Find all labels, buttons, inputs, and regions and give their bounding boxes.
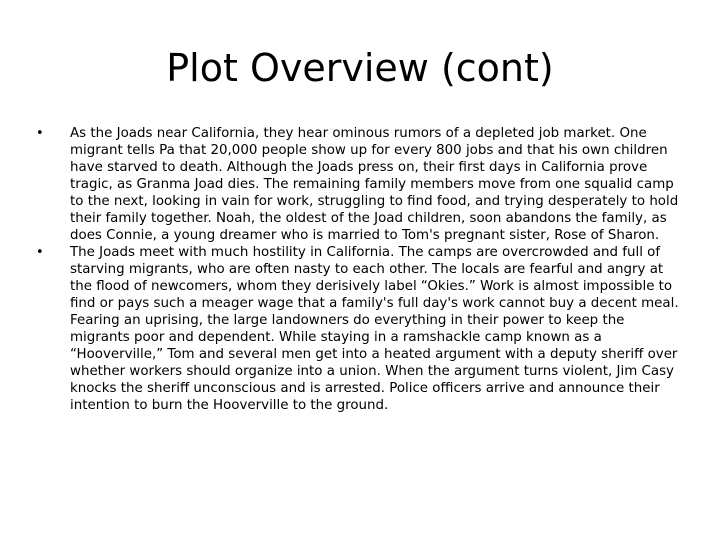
bullet-item bbox=[36, 244, 686, 414]
bullet-item bbox=[36, 125, 686, 244]
bullet-icon: • bbox=[36, 245, 44, 260]
bullet-icon: • bbox=[36, 126, 44, 141]
bullet-text: As the Joads near California, they hear ominous rumors of a depleted job market. One migrant tells Pa that 20,000 people show up for every 800 jobs and that his own children have starved to death. Although the Joads press on, their first days in California prove tragic, as Granma Joad dies. The remaining family members move from one squalid camp to the next, looking in vain for work, struggling to find food, and trying desperately to hold their family together. Noah, the oldest of the Joad children, soon abandons the family, as does Connie, a young dreamer who is married to Tom's pregnant sister, Rose of Sharon. bbox=[70, 126, 679, 243]
bullet-list bbox=[36, 125, 686, 414]
bullet-text: The Joads meet with much hostility in California. The camps are overcrowded and full of starving migrants, who are often nasty to each other. The locals are fearful and angry at the flood of newcomers, whom they derisively label “Okies.” Work is almost impossible to find or pays such a meager wage that a family's full day's work cannot buy a decent meal. Fearing an uprising, the large landowners do everything in their power to keep the migrants poor and dependent. While staying in a ramshackle camp known as a “Hooverville,” Tom and several men get into a heated argument with a deputy sheriff over whether workers should organize into a union. When the argument turns violent, Jim Casy knocks the sheriff unconscious and is arrested. Police officers arrive and announce their intention to burn the Hooverville to the ground. bbox=[70, 245, 679, 413]
slide-title: Plot Overview (cont) bbox=[166, 46, 554, 90]
